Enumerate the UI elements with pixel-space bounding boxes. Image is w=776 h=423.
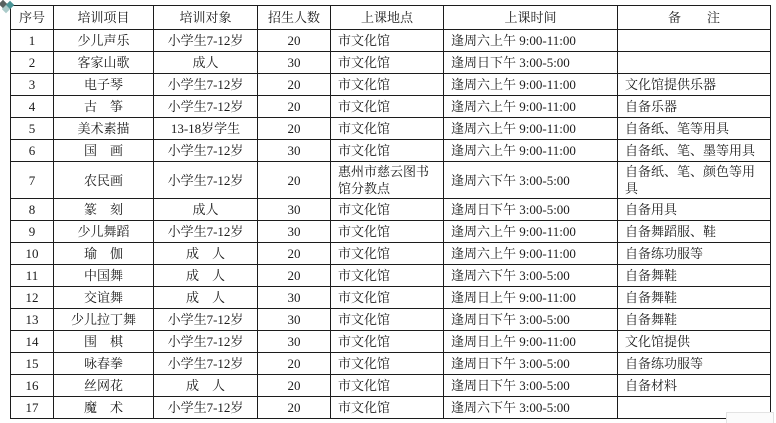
table-row [11, 243, 771, 265]
cell-remark: 自备纸、笔、颜色等用具 [618, 162, 771, 199]
cell-location: 惠州市慈云图书馆分教点 [331, 162, 444, 199]
table-row [11, 140, 771, 162]
cell-target: 小学生7-12岁 [154, 30, 258, 52]
cell-remark: 自备舞蹈服、鞋 [618, 221, 771, 243]
cell-remark: 自备练功服等 [618, 353, 771, 375]
cell-location: 市文化馆 [331, 309, 444, 331]
cell-target: 成 人 [154, 265, 258, 287]
cell-target: 成人 [154, 199, 258, 221]
cell-target: 小学生7-12岁 [154, 221, 258, 243]
table-row [11, 287, 771, 309]
cell-location: 市文化馆 [331, 397, 444, 419]
cell-remark: 自备练功服等 [618, 243, 771, 265]
cell-count: 20 [258, 265, 331, 287]
table-body [11, 30, 771, 419]
cell-time: 逢周六上午 9:00-11:00 [444, 243, 618, 265]
corner-ornament-icon [0, 0, 16, 12]
table-row [11, 397, 771, 419]
cell-location: 市文化馆 [331, 287, 444, 309]
cell-project: 美术素描 [54, 118, 154, 140]
cell-location: 市文化馆 [331, 140, 444, 162]
cell-location: 市文化馆 [331, 331, 444, 353]
header-remark: 备 注 [618, 6, 771, 30]
cell-project: 农民画 [54, 162, 154, 199]
cell-time: 逢周日下午 3:00-5:00 [444, 52, 618, 74]
cell-count: 20 [258, 74, 331, 96]
table-row [11, 96, 771, 118]
header-time: 上课时间 [444, 6, 618, 30]
cell-no: 10 [11, 243, 54, 265]
cell-remark: 自备用具 [618, 199, 771, 221]
cell-target: 小学生7-12岁 [154, 74, 258, 96]
cell-count: 20 [258, 118, 331, 140]
cell-no: 6 [11, 140, 54, 162]
cell-no: 2 [11, 52, 54, 74]
table-row [11, 221, 771, 243]
cell-count: 30 [258, 52, 331, 74]
cell-time: 逢周六上午 9:00-11:00 [444, 74, 618, 96]
cell-remark: 自备舞鞋 [618, 265, 771, 287]
cell-target: 13-18岁学生 [154, 118, 258, 140]
cell-project: 国 画 [54, 140, 154, 162]
cell-remark: 自备纸、笔等用具 [618, 118, 771, 140]
cell-no: 8 [11, 199, 54, 221]
cell-count: 20 [258, 243, 331, 265]
cell-count: 20 [258, 397, 331, 419]
cell-target: 小学生7-12岁 [154, 140, 258, 162]
cell-no: 3 [11, 74, 54, 96]
cell-project: 咏春拳 [54, 353, 154, 375]
cell-count: 30 [258, 221, 331, 243]
cell-project: 中国舞 [54, 265, 154, 287]
cell-time: 逢周日下午 3:00-5:00 [444, 353, 618, 375]
cell-count: 20 [258, 30, 331, 52]
cell-project: 交谊舞 [54, 287, 154, 309]
cell-time: 逢周六上午 9:00-11:00 [444, 96, 618, 118]
cell-remark: 自备乐器 [618, 96, 771, 118]
cell-target: 小学生7-12岁 [154, 162, 258, 199]
cell-count: 20 [258, 96, 331, 118]
cell-remark: 自备舞鞋 [618, 309, 771, 331]
cell-location: 市文化馆 [331, 265, 444, 287]
corner-artifact-bottom [726, 412, 774, 423]
cell-location: 市文化馆 [331, 118, 444, 140]
cell-project: 魔 术 [54, 397, 154, 419]
cell-time: 逢周日上午 9:00-11:00 [444, 287, 618, 309]
cell-time: 逢周六上午 9:00-11:00 [444, 30, 618, 52]
cell-project: 电子琴 [54, 74, 154, 96]
table-row [11, 199, 771, 221]
cell-no: 14 [11, 331, 54, 353]
cell-no: 15 [11, 353, 54, 375]
table-row [11, 265, 771, 287]
training-course-table [10, 5, 771, 419]
header-count: 招生人数 [258, 6, 331, 30]
table-row [11, 309, 771, 331]
cell-location: 市文化馆 [331, 243, 444, 265]
cell-no: 17 [11, 397, 54, 419]
cell-no: 16 [11, 375, 54, 397]
cell-remark: 文化馆提供乐器 [618, 74, 771, 96]
cell-count: 30 [258, 199, 331, 221]
header-target: 培训对象 [154, 6, 258, 30]
table-row [11, 375, 771, 397]
cell-count: 20 [258, 162, 331, 199]
cell-target: 小学生7-12岁 [154, 96, 258, 118]
cell-target: 成 人 [154, 243, 258, 265]
cell-location: 市文化馆 [331, 52, 444, 74]
cell-target: 小学生7-12岁 [154, 331, 258, 353]
table-row [11, 353, 771, 375]
cell-time: 逢周日下午 3:00-5:00 [444, 375, 618, 397]
cell-remark: 自备舞鞋 [618, 287, 771, 309]
table-header-row [11, 6, 771, 30]
table-row [11, 30, 771, 52]
cell-count: 30 [258, 309, 331, 331]
cell-no: 13 [11, 309, 54, 331]
table-row [11, 52, 771, 74]
cell-project: 瑜 伽 [54, 243, 154, 265]
cell-target: 成 人 [154, 375, 258, 397]
cell-project: 围 棋 [54, 331, 154, 353]
cell-time: 逢周六上午 9:00-11:00 [444, 118, 618, 140]
cell-project: 少儿拉丁舞 [54, 309, 154, 331]
cell-time: 逢周日下午 3:00-5:00 [444, 309, 618, 331]
cell-location: 市文化馆 [331, 353, 444, 375]
cell-target: 成 人 [154, 287, 258, 309]
cell-remark: 文化馆提供 [618, 331, 771, 353]
cell-project: 少儿声乐 [54, 30, 154, 52]
header-project: 培训项目 [54, 6, 154, 30]
cell-location: 市文化馆 [331, 199, 444, 221]
cell-location: 市文化馆 [331, 74, 444, 96]
cell-remark [618, 52, 771, 74]
cell-location: 市文化馆 [331, 375, 444, 397]
cell-project: 丝网花 [54, 375, 154, 397]
cell-count: 30 [258, 331, 331, 353]
cell-time: 逢周六下午 3:00-5:00 [444, 162, 618, 199]
cell-target: 小学生7-12岁 [154, 397, 258, 419]
cell-time: 逢周日上午 9:00-11:00 [444, 331, 618, 353]
cell-count: 30 [258, 140, 331, 162]
cell-time: 逢周六上午 9:00-11:00 [444, 221, 618, 243]
cell-time: 逢周六下午 3:00-5:00 [444, 265, 618, 287]
table-row [11, 331, 771, 353]
header-no: 序号 [11, 6, 54, 30]
cell-remark [618, 30, 771, 52]
cell-time: 逢周六下午 3:00-5:00 [444, 397, 618, 419]
cell-location: 市文化馆 [331, 221, 444, 243]
cell-target: 小学生7-12岁 [154, 309, 258, 331]
table-row [11, 74, 771, 96]
cell-target: 成人 [154, 52, 258, 74]
cell-no: 11 [11, 265, 54, 287]
cell-project: 古 筝 [54, 96, 154, 118]
cell-target: 小学生7-12岁 [154, 353, 258, 375]
table-row [11, 118, 771, 140]
cell-count: 20 [258, 353, 331, 375]
cell-no: 1 [11, 30, 54, 52]
cell-project: 篆 刻 [54, 199, 154, 221]
cell-project: 少儿舞蹈 [54, 221, 154, 243]
cell-count: 30 [258, 287, 331, 309]
cell-project: 客家山歌 [54, 52, 154, 74]
cell-no: 12 [11, 287, 54, 309]
cell-time: 逢周日下午 3:00-5:00 [444, 199, 618, 221]
cell-location: 市文化馆 [331, 30, 444, 52]
cell-count: 20 [258, 375, 331, 397]
cell-remark: 自备纸、笔、墨等用具 [618, 140, 771, 162]
table-row [11, 162, 771, 199]
cell-time: 逢周六上午 9:00-11:00 [444, 140, 618, 162]
cell-no: 9 [11, 221, 54, 243]
header-location: 上课地点 [331, 6, 444, 30]
cell-no: 4 [11, 96, 54, 118]
cell-no: 7 [11, 162, 54, 199]
cell-location: 市文化馆 [331, 96, 444, 118]
cell-remark: 自备材料 [618, 375, 771, 397]
cell-no: 5 [11, 118, 54, 140]
